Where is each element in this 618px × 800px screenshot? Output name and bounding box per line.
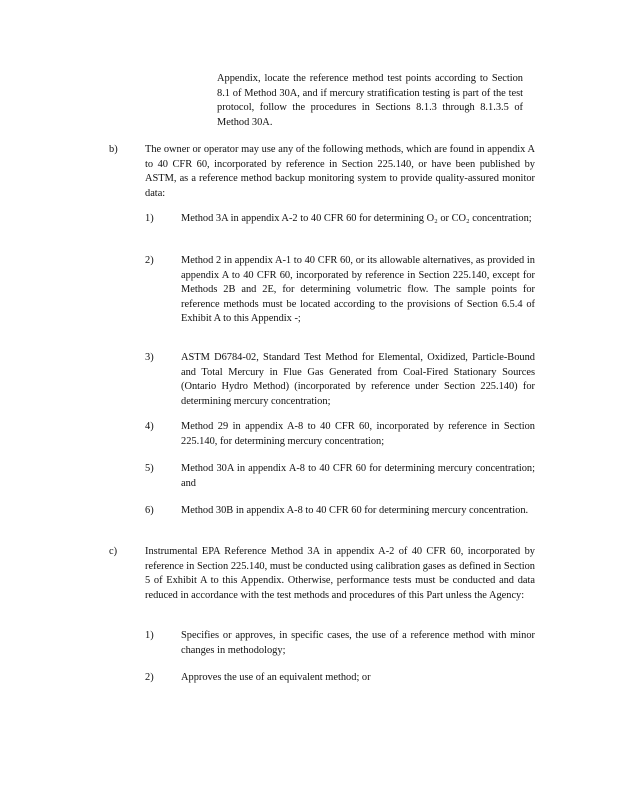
section-c-text: Instrumental EPA Reference Method 3A in appendix A-2 of 40 CFR 60, incorporated by reference in Section 225.140, must be conducted using calibration gases as defined in Section 5 of Exhibit A to this Appendix. Otherwise, performance tests must be conducted and data reduced in accordance with the test methods and procedures of this Part unless the Agency: [145, 546, 535, 601]
section-b-text: The owner or operator may use any of the following methods, which are found in appendix A to 40 CFR 60, incorporated by reference in Section 225.140, or have been published by ASTM, as a reference method backup monitoring system to provide quality-assured monitor data: [145, 144, 535, 199]
section-b-item-1-label: 1) [145, 213, 154, 224]
section-b-label: b) [109, 144, 118, 155]
intro-paragraph: Appendix, locate the reference method test points according to Section 8.1 of Method 30A, and if mercury stratification testing is part of the test protocol, follow the procedures in Sections 8.1.3 through 8.1.3.5 of Method 30A. [217, 73, 523, 128]
section-b-item-5-text: Method 30A in appendix A-8 to 40 CFR 60 for determining mercury concentration; and [181, 463, 535, 489]
section-b-item-6-label: 6) [145, 505, 154, 516]
section-b-item-2-label: 2) [145, 255, 154, 266]
section-c-item-2-text: Approves the use of an equivalent method; or [181, 672, 371, 683]
section-b-item-3-label: 3) [145, 352, 154, 363]
section-c-label: c) [109, 546, 118, 557]
section-b-item-2-text: Method 2 in appendix A-1 to 40 CFR 60, or its allowable alternatives, as provided in appendix A to 40 CFR 60, incorporated by reference in Section 225.140, except for Methods 2B and 2E, for determining volumetric flow. The sample points for reference methods must be located according to the provisions of Section 6.5.4 of Exhibit A to this Appendix -; [181, 255, 535, 325]
section-b-item-4-text: Method 29 in appendix A-8 to 40 CFR 60, incorporated by reference in Section 225.140, for determining mercury concentration; [181, 421, 535, 447]
section-c-item-2-label: 2) [145, 672, 154, 683]
section-b-item-5-label: 5) [145, 463, 154, 474]
section-c-item-1-text: Specifies or approves, in specific cases, the use of a reference method with minor changes in methodology; [181, 630, 535, 656]
section-b-item-1-text: Method 3A in appendix A-2 to 40 CFR 60 for determining O₂ or CO₂ concentration; [181, 213, 532, 224]
section-b-item-6-text: Method 30B in appendix A-8 to 40 CFR 60 for determining mercury concentration. [181, 505, 529, 516]
section-c-item-1-label: 1) [145, 630, 154, 641]
section-b-item-4-label: 4) [145, 421, 154, 432]
section-b-item-3-text: ASTM D6784-02, Standard Test Method for Elemental, Oxidized, Particle-Bound and Total Mercury in Flue Gas Generated from Coal-Fired Stationary Sources (Ontario Hydro Method) (incorporated by reference under Section 225.140) for determining mercury concentration; [181, 352, 535, 407]
